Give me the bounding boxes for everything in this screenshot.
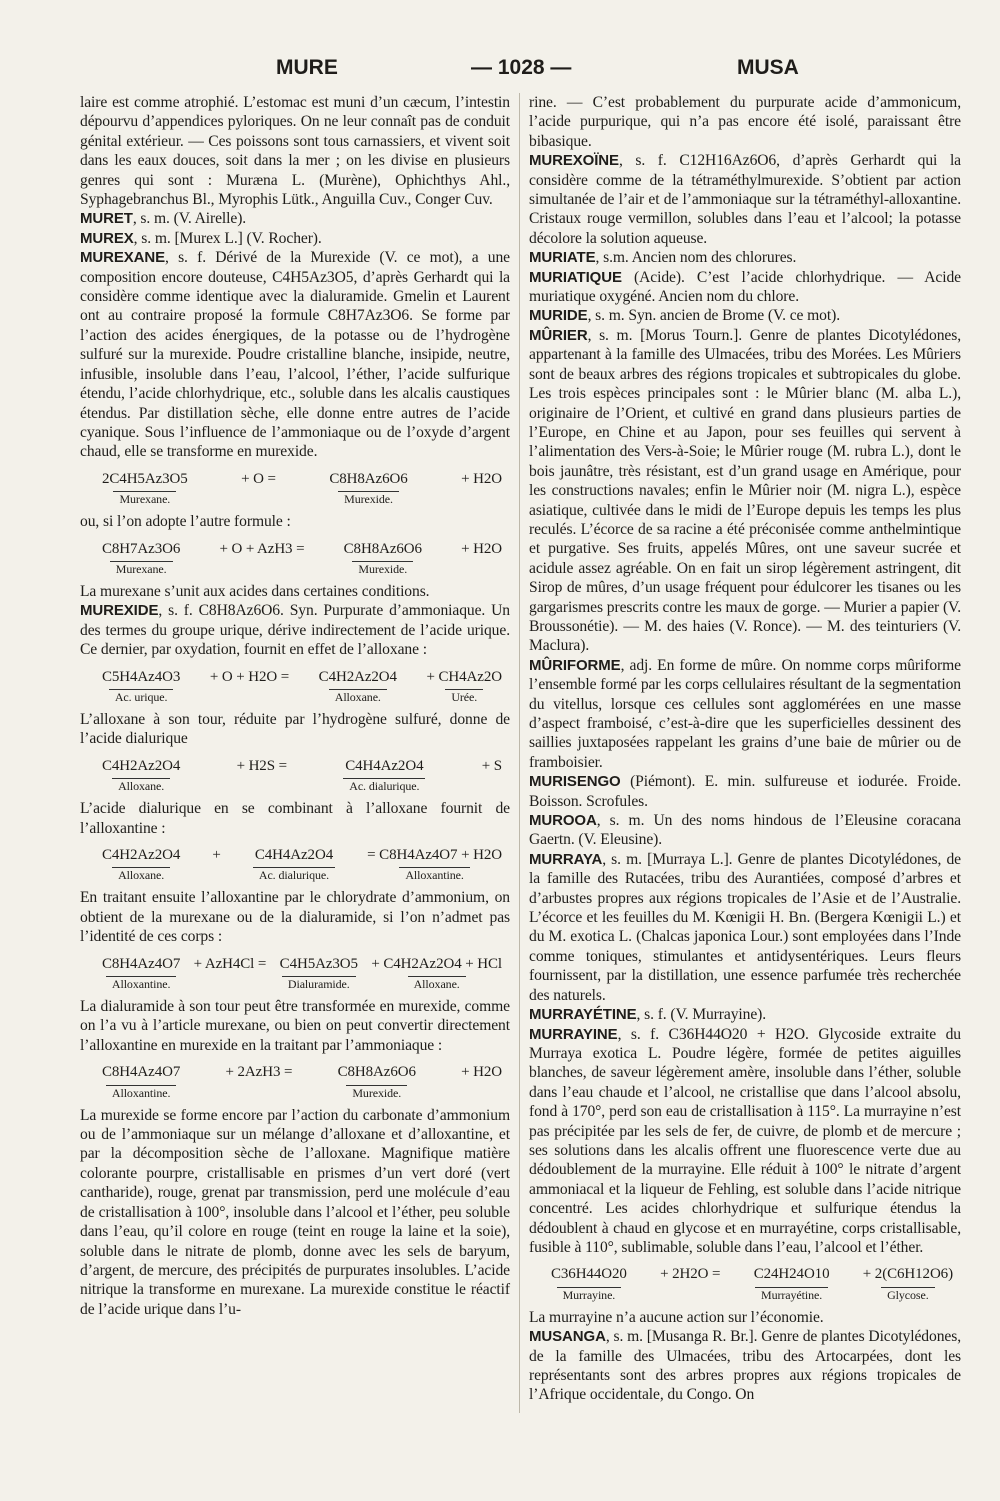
- eq3-operator: + O + H2O =: [209, 668, 290, 685]
- entry-murexane: MUREXANE, s. f. Dérivé de la Murexide (V. ce mot), a une composition encore douteuse, C4H5Az3O5, d’après Gerhardt qui la considère comme identique avec la dialuramide. Gmelin et Laurent ont au contraire proposé la formule C8H7Az3O6. Se forme par l’action des acides énergiques, de la potasse ou de l’hydrogène sulfuré sur la murexide. Poudre cristalline blanche, insipide, neutre, infusible, insoluble dans l’eau, l’alcool, l’éther, l’acide sulfurique étendu, l’acide chlorhydrique, etc., soluble dans les alcalis caustiques étendus. Par distillation sèche, elle donne entre autres de l’acide cyanique. Sous l’influence de l’ammoniaque ou de l’oxyde d’argent chaud, elle se transforme en murexide.: [80, 249, 510, 461]
- headword: MUREX: [80, 229, 134, 247]
- text-murexide-forms: La murexide se forme encore par l’action du carbonate d’ammonium ou de l’ammoniaque sur un mélange d’alloxane et d’alloxantine, et par la décomposition sèche de l’alloxane. Magnifique matière colorante pourpre, cristallisable en prismes d’un vert doré (vert cantharide), rouge, grenat par transmission, perd une molécule d’eau de cristallisation à 100°, insoluble dans l’alcool et l’éther, peu soluble dans l’eau, qu’il colore en rouge (teint en rouge la laine et la soie), soluble dans le nitrate de plomb, donne avec les sels de baryum, d’argent, de mercure, des précipités de purpurates insolubles. L’acide nitrique la transforme en murexane. La murexide constitue le réactif de l’acide urique dans l’u-: [80, 1106, 510, 1318]
- entry-murex: MUREX, s. m. [Murex L.] (V. Rocher).: [80, 229, 322, 247]
- headword: MURIATIQUE: [529, 268, 622, 286]
- equation-3: [102, 668, 502, 704]
- eq2-label: Murexide.: [352, 561, 413, 576]
- headword: MÛRIFORME: [529, 656, 621, 674]
- page-number: — 1028 —: [471, 56, 572, 79]
- eq7-label: Murexide.: [346, 1085, 407, 1100]
- text-dialuramide-transform: La dialuramide à son tour peut être transformée en murexide, comme on l’a vu à l’article murexane, ou bien on peut convertir directement l’alloxantine en murexide en la traitant par l’ammoniaque :: [80, 998, 510, 1054]
- entry-murexide: MUREXIDE, s. f. C8H8Az6O6. Syn. Purpurate d’ammoniaque. Un des termes du groupe urique, dérive indirectement de l’acide urique. Ce dernier, par oxydation, fournit en effet de l’alloxane :: [80, 602, 510, 659]
- column-divider: [519, 93, 520, 1413]
- entry-murisengo: MURISENGO (Piémont). E. min. sulfureuse et iodurée. Froide. Boisson. Scrofules.: [529, 773, 961, 810]
- equation-5: [102, 846, 502, 882]
- eq6-operator: + AzH4Cl =: [193, 955, 267, 972]
- eq5-term: C4H4Az2O4: [254, 847, 334, 863]
- headword: MURRAYA: [529, 850, 603, 868]
- eq1-label: Murexide.: [338, 491, 399, 506]
- entry-muriatique: MURIATIQUE (Acide). C’est l’acide chlorhydrique. — Acide muriatique oxygéné. Ancien nom du chlore.: [529, 268, 961, 306]
- entry-musanga: MUSANGA, s. m. [Musanga R. Br.]. Genre de plantes Dicotylédones, de la famille des Ulmacées, tribu des Artocarpées, dont les représentants sont des arbres propres aux régions tropicales de l’Afrique occidentale, du Congo. On: [529, 1328, 961, 1404]
- eq7-label: Alloxantine.: [106, 1085, 176, 1100]
- headword: MUREXIDE: [80, 602, 159, 620]
- eq4-operator: + S: [481, 757, 502, 774]
- eq5-operator: +: [212, 847, 221, 863]
- left-column: [80, 93, 510, 1319]
- eq5-term: C4H2Az2O4: [102, 847, 181, 863]
- eq6-label: Dialuramide.: [282, 976, 356, 991]
- headword: MURIDE: [529, 307, 588, 325]
- eq6-label: Alloxane.: [408, 976, 466, 991]
- eq4-term: C4H4Az2O4: [345, 757, 424, 774]
- text-murrayine-action: La murrayine n’a aucune action sur l’économie.: [529, 1308, 824, 1326]
- eqr-label: Murrayine.: [557, 1287, 622, 1302]
- eq1-operator: + O =: [241, 470, 276, 487]
- eqr-label: Glycose.: [881, 1287, 935, 1302]
- eq3-term: + CH4Az2O: [426, 668, 502, 685]
- eq2-label: Murexane.: [110, 561, 173, 576]
- eq6-term: C4H5Az3O5: [279, 955, 358, 972]
- eq1-label: Murexane.: [113, 491, 176, 506]
- eq2-operator: + H2O: [461, 540, 502, 557]
- eq4-term: C4H2Az2O4: [102, 757, 181, 774]
- headword: MUREXOÏNE: [529, 152, 619, 170]
- right-column: [529, 93, 961, 1405]
- eq7-term: C8H8Az6O6: [337, 1064, 416, 1081]
- entry-muriate: MURIATE, s.m. Ancien nom des chlorures.: [529, 249, 797, 267]
- entry-muriforme: MÛRIFORME, adj. En forme de mûre. On nomme corps mûriforme l’ensemble formé par les corps cellulaires résultant de la segmentation du vitellus, lorsque ces cellules sont agglomérées en une masse d’aspect framboisé, c’est-à-dire que les superficielles dessinent des saillies juxtaposées rappelant les grains d’une baie de mûrier ou de framboisier.: [529, 656, 961, 771]
- headword: MUROOA: [529, 812, 597, 830]
- text-alloxantine-treatment: En traitant ensuite l’alloxantine par le chlorydrate d’ammonium, on obtient de la murexane ou de la dialuramide, si l’on n’admet pas l’identité de ces corps :: [80, 889, 510, 946]
- eq1-term: 2C4H5Az3O5: [102, 470, 188, 487]
- entry-murene-continuation: laire est comme atrophié. L’estomac est muni d’un cæcum, l’intestin dépourvu d’appendices pyloriques. On ne leur connaît pas de conduit génital extérieur. — Ces poissons sont tous carnassiers, et vivent soit dans les eaux douces, soit dans la mer ; on les divise en plusieurs genres qui sont : Muræna L. (Murène), Ophichthys Ahl., Syphagebranchus Bl., Myrophis Lütk., Anguilla Cuv., Conger Cuv.: [80, 94, 510, 209]
- eqr-term: C36H44O20: [551, 1266, 627, 1283]
- headword: MURRAYINE: [529, 1025, 618, 1043]
- text-murexane-acids: La murexane s’unit aux acides dans certaines conditions.: [80, 582, 430, 600]
- eq3-term: C4H2Az2O4: [318, 668, 397, 685]
- eq5-label: Alloxantine.: [399, 867, 469, 882]
- eq7-operator: + 2AzH3 =: [225, 1064, 293, 1081]
- equation-1: [102, 470, 502, 506]
- running-header: [85, 56, 799, 82]
- header-right-word: MUSA: [737, 56, 799, 79]
- eqr-term: C24H24O10: [753, 1266, 830, 1283]
- entry-murooa: MUROOA, s. m. Un des noms hindous de l’Eleusine coracana Gaertn. (V. Eleusine).: [529, 812, 961, 849]
- eq7-term: C8H4Az4O7: [102, 1064, 181, 1081]
- eq7-operator: + H2O: [461, 1064, 502, 1081]
- eq4-operator: + H2S =: [236, 757, 287, 774]
- entry-murrayetine: MURRAYÉTINE, s. f. (V. Murrayine).: [529, 1006, 767, 1024]
- entry-muride: MURIDE, s. m. Syn. ancien de Brome (V. ce mot).: [529, 307, 841, 325]
- headword: MURRAYÉTINE: [529, 1006, 637, 1024]
- eq2-term: C8H8Az6O6: [343, 540, 422, 557]
- equation-2: [102, 540, 502, 576]
- headword: MUREXANE: [80, 249, 166, 267]
- eqr-term: + 2(C6H12O6): [862, 1266, 953, 1283]
- entry-muret: MURET, s. m. (V. Airelle).: [80, 210, 247, 228]
- eq6-label: Alloxantine.: [106, 976, 176, 991]
- text-alloxane-reduced: L’alloxane à son tour, réduite par l’hydrogène sulfuré, donne de l’acide dialurique: [80, 710, 510, 748]
- eqr-label: Murrayétine.: [755, 1287, 828, 1302]
- eqr-operator: + 2H2O =: [660, 1266, 721, 1283]
- text-other-formula: ou, si l’on adopte l’autre formule :: [80, 513, 291, 531]
- eq1-operator: + H2O: [461, 470, 502, 487]
- entry-murraya: MURRAYA, s. m. [Murraya L.]. Genre de plantes Dicotylédones, de la famille des Rutacées, tribu des Aurantiées, composé d’arbres et d’arbustes propres aux régions tropicales de l’Asie et de l’Australie. L’écorce et les feuilles du M. Kœnigii H. Bn. (Bergera Kœnigii L.) et du M. exotica L. (Chalcas japonica Lour.) sont employées dans l’Inde comme toniques, stimulantes et antidysentériques. Leurs fleurs fournissent, par la distillation, une essence parfumée très recherchée des naturels.: [529, 850, 961, 1004]
- text-dialuric-combines: L’acide dialurique en se combinant à l’alloxane fournit de l’alloxantine :: [80, 800, 510, 837]
- eq1-term: C8H8Az6O6: [329, 470, 408, 487]
- headword: MÛRIER: [529, 326, 588, 344]
- eq5-term: = C8H4Az4O7 + H2O: [367, 847, 502, 863]
- entry-murier: MÛRIER, s. m. [Morus Tourn.]. Genre de plantes Dicotylédones, appartenant à la famille des Ulmacées, tribu des Morées. Les Mûriers sont de beaux arbres des régions tropicales et subtropicales du globe. Les trois espèces principales sont : le Mûrier blanc (M. alba L.), originaire de l’Orient, et cultivé en grand dans plusieurs parties de l’Europe, en Chine et au Japon, pour ses feuilles qui servent à l’alimentation des Vers-à-Soie; le Mûrier rouge (M. rubra L.), dont le bois jaunâtre, très résistant, est d’un grand usage en Amérique, pour les constructions navales; enfin le Mûrier noir (M. nigra L.), espèce asiatique, cultivée dans le midi de l’Europe depuis les temps les plus reculés. L’écorce de sa racine a été préconisée comme anthelmintique et purgative. Ses fruits, appelés Mûres, ont une saveur sucrée et acidule assez agréable. On en fait un sirop légèrement astringent, dit Sirop de mûres, d’un usage fréquent pour édulcorer les tisanes ou les gargarismes prescrits contre les maux de gorge. — Murier a papier (V. Broussonétie). — M. des haies (V. Ronce). — M. des teinturiers (V. Maclura).: [529, 326, 961, 655]
- headword: MURET: [80, 210, 133, 228]
- header-left-word: MURE: [276, 56, 338, 79]
- eq5-label: Ac. dialurique.: [253, 867, 335, 882]
- eq6-term: C8H4Az4O7: [102, 955, 181, 972]
- eq4-label: Ac. dialurique.: [343, 778, 425, 793]
- eq4-label: Alloxane.: [112, 778, 170, 793]
- equation-murrayine: [551, 1265, 953, 1301]
- equation-6: [102, 955, 502, 991]
- headword: MURISENGO: [529, 773, 621, 791]
- equation-4: [102, 757, 502, 793]
- eq3-label: Urée.: [445, 689, 483, 704]
- equation-7: [102, 1063, 502, 1099]
- eq3-label: Alloxane.: [329, 689, 387, 704]
- eq6-term: + C4H2Az2O4 + HCl: [371, 955, 502, 972]
- entry-murrayine: MURRAYINE, s. f. C36H44O20 + H2O. Glycoside extraite du Murraya exotica L. Poudre légère, formée de petites aiguilles blanches, de saveur légèrement amère, insoluble dans l’éther, soluble dans l’eau chaude et l’alcool, ne cristallise que dans l’alcool absolu, fond à 170°, perd son eau de cristallisation à 115°. La murrayine n’est pas précipitée par les sels de fer, de cuivre, de plomb et de mercure ; ses solutions dans les alcalis offrent une fluorescence verte due au dédoublement de la murrayine. Elle réduit à 100° le nitrate d’argent ammoniacal et la liqueur de Fehling, est soluble dans l’acide nitrique concentré. Les acides chlorhydrique et sulfurique étendus la dédoublent à chaud en glycose et en murrayétine, corps cristallisable, fusible à 110°, sublimable, soluble dans l’eau, l’alcool et l’éther.: [529, 1025, 961, 1256]
- eq2-term: C8H7Az3O6: [102, 540, 181, 557]
- headword: MUSANGA: [529, 1328, 606, 1346]
- headword: MURIATE: [529, 249, 596, 267]
- entry-murexide-continuation: rine. — C’est probablement du purpurate acide d’ammonicum, l’acide purpurique, qui n’a pas encore été isolé, paraissant être bibasique.: [529, 94, 961, 150]
- eq3-label: Ac. urique.: [109, 689, 174, 704]
- eq2-operator: + O + AzH3 =: [219, 540, 305, 557]
- eq3-term: C5H4Az4O3: [102, 668, 181, 685]
- eq5-label: Alloxane.: [112, 867, 170, 882]
- entry-murexoine: MUREXOÏNE, s. f. C12H16Az6O6, d’après Gerhardt qui la considère comme de la tétraméthylmurexide. S’obtient par action simultanée de l’air et de l’ammoniaque sur la tétraméthyl-alloxantine. Cristaux rouge vermillon, solubles dans l’eau et l’alcool; la potasse décolore la solution aqueuse.: [529, 152, 961, 247]
